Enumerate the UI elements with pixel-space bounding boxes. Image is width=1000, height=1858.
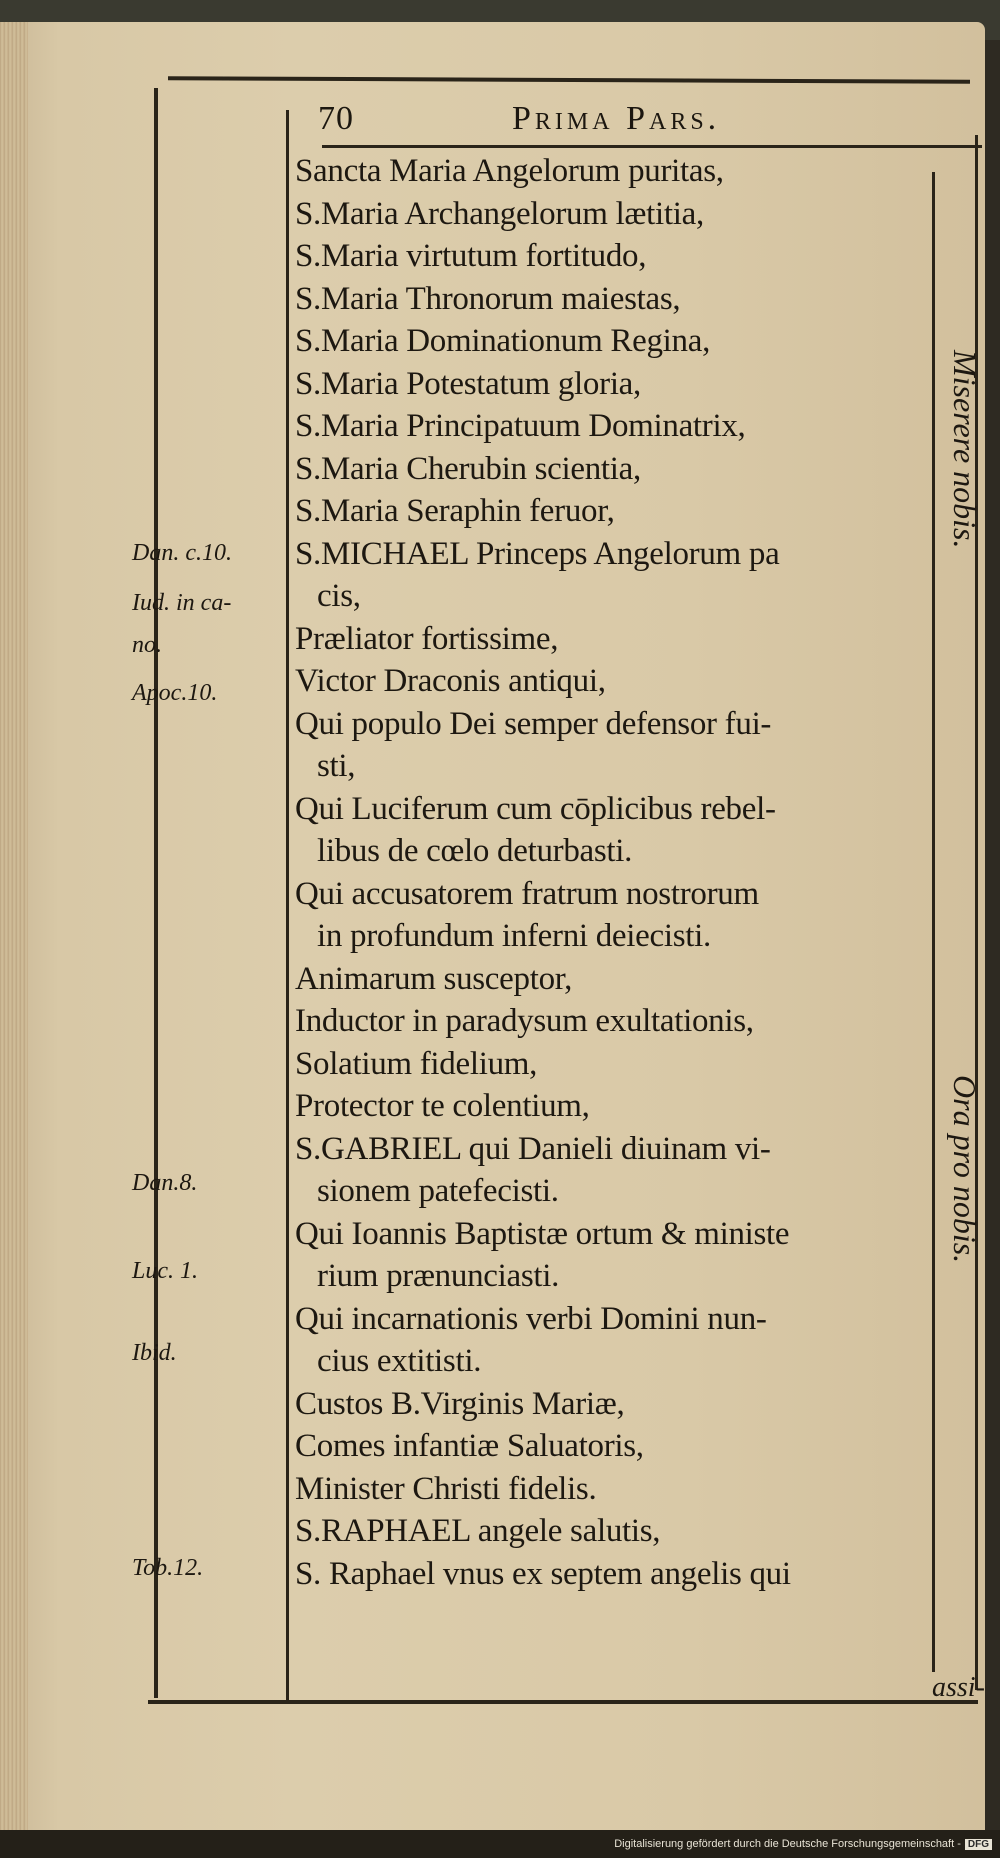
margin-note: Tob.12.: [132, 1555, 204, 1581]
margin-note: Luc. 1.: [132, 1258, 198, 1284]
text-line: in profundum inferni deiecisti.: [317, 918, 711, 954]
bottom-rule: [148, 1700, 978, 1704]
text-line: Præliator fortissime,: [295, 620, 559, 657]
margin-note: Dan. c.10.: [132, 540, 232, 566]
running-title: Prima Pars.: [512, 100, 721, 137]
text-line: Victor Draconis antiqui,: [295, 663, 606, 699]
text-line: Qui accusatorem fratrum nostrorum: [295, 875, 759, 912]
text-line: S.Maria Principatuum Dominatrix,: [295, 408, 746, 444]
text-line: Custos B.Virginis Mariæ,: [295, 1385, 625, 1422]
text-line: cius extitisti.: [317, 1343, 482, 1379]
header-rule: [322, 145, 982, 148]
litany-text: [295, 150, 935, 1595]
text-line: Qui populo Dei semper defensor fui-: [295, 705, 772, 742]
text-line: sionem patefecisti.: [317, 1173, 559, 1209]
margin-note: Ibid.: [132, 1340, 177, 1366]
margin-note: no.: [132, 632, 162, 658]
response-miserere: Miserere nobis.: [947, 350, 983, 549]
text-line: libus de cœlo deturbasti.: [317, 833, 633, 869]
text-line: Protector te colentium,: [295, 1088, 590, 1124]
text-line: cis,: [317, 578, 361, 614]
text-line: S.Maria Dominationum Regina,: [295, 323, 711, 359]
margin-note: Dan.8.: [132, 1170, 198, 1196]
digitization-credit: [614, 1838, 992, 1850]
text-line: S.Maria Thronorum maiestas,: [295, 280, 681, 317]
response-ora-pro-nobis: Ora pro nobis.: [947, 1075, 983, 1264]
page-number: 70: [318, 100, 354, 137]
text-line: Comes infantiæ Saluatoris,: [295, 1428, 644, 1464]
margin-note: Iud. in ca-: [132, 590, 232, 616]
margin-note: Apoc.10.: [132, 680, 218, 706]
text-line: S.Maria Seraphin feruor,: [295, 493, 615, 529]
text-line: Minister Christi fidelis.: [295, 1470, 597, 1507]
text-line: Solatium fidelium,: [295, 1045, 538, 1082]
text-line: S.MICHAEL Princeps Angelorum pa: [295, 535, 780, 572]
text-line: S.Maria virtutum fortitudo,: [295, 238, 647, 274]
text-line: S.Maria Potestatum gloria,: [295, 365, 641, 402]
text-line: S.Maria Archangelorum lætitia,: [295, 195, 704, 232]
text-line: S.GABRIEL qui Danieli diuinam vi-: [295, 1130, 771, 1167]
text-line: S.RAPHAEL angele salutis,: [295, 1513, 661, 1549]
text-line: Animarum susceptor,: [295, 960, 573, 997]
text-line: Inductor in paradysum exultationis,: [295, 1003, 754, 1039]
margin-rule-outer: [154, 88, 158, 1698]
text-line: S. Raphael vnus ex septem angelis qui: [295, 1555, 791, 1592]
text-line: Qui Ioannis Baptistæ ortum & ministe: [295, 1215, 790, 1252]
text-line: rium prænunciasti.: [317, 1258, 560, 1294]
credit-text: Digitalisierung gefördert durch die Deutsche Forschungsgemeinschaft -: [614, 1838, 961, 1850]
page-fore-edge: [0, 22, 28, 1832]
margin-rule-inner: [286, 110, 289, 1700]
text-line: Qui Luciferum cum cōplicibus rebel-: [295, 790, 776, 827]
text-line: Qui incarnationis verbi Domini nun-: [295, 1300, 767, 1337]
text-line: sti,: [317, 748, 356, 784]
text-line: S.Maria Cherubin scientia,: [295, 450, 641, 487]
dfg-logo: DFG: [965, 1839, 992, 1850]
text-line: Sancta Maria Angelorum puritas,: [295, 153, 724, 189]
catchword: assi-: [932, 1672, 985, 1703]
